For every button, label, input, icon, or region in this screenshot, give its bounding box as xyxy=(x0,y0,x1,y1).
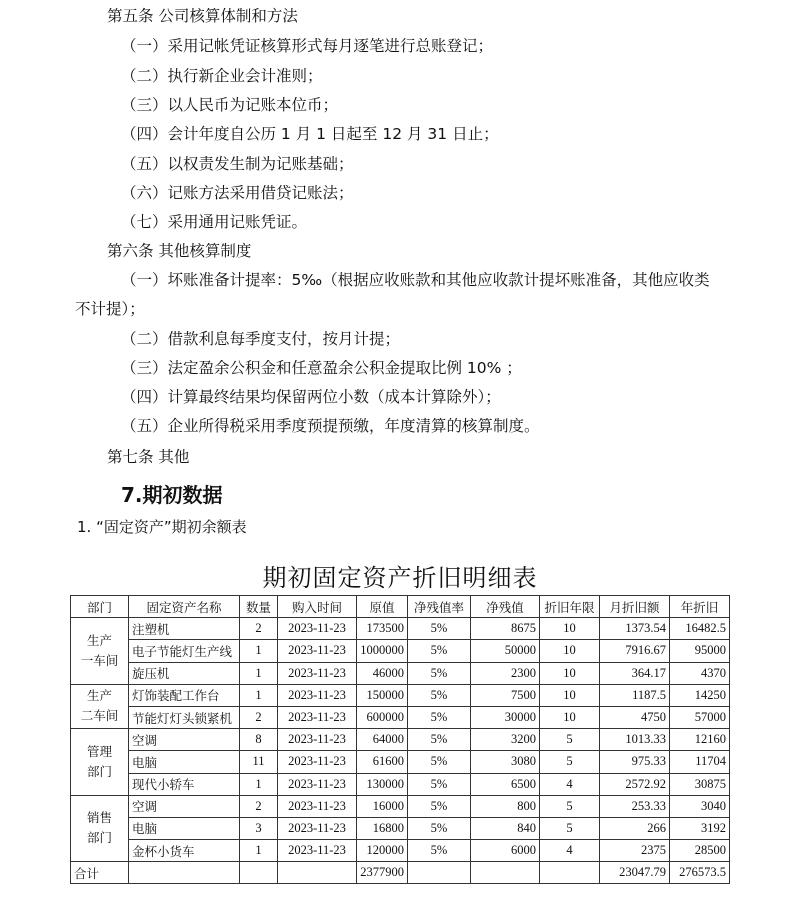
table-cell: 1 xyxy=(240,684,278,706)
table-cell: 2023-11-23 xyxy=(278,729,357,751)
dept-cell xyxy=(71,795,129,862)
table-cell: 5% xyxy=(408,817,471,839)
table-cell: 10 xyxy=(540,640,600,662)
table-row xyxy=(71,773,730,795)
table-cell: 2023-11-23 xyxy=(278,773,357,795)
table-cell: 8675 xyxy=(471,618,540,640)
article-6-heading: 第六条 其他核算制度 xyxy=(107,242,252,260)
table-cell: 金杯小货车 xyxy=(129,840,240,862)
table-cell: 5% xyxy=(408,729,471,751)
clause-5-1: （一）采用记帐凭证核算形式每月逐笔进行总账登记； xyxy=(121,37,494,55)
table-cell: 10 xyxy=(540,618,600,640)
table-cell: 2300 xyxy=(471,662,540,684)
table-cell: 14250 xyxy=(670,684,730,706)
table-cell: 800 xyxy=(471,795,540,817)
table-title: 期初固定资产折旧明细表 xyxy=(262,564,538,592)
table-cell: 1 xyxy=(240,662,278,684)
table-cell: 6000 xyxy=(471,840,540,862)
table-cell: 注塑机 xyxy=(129,618,240,640)
table-cell: 1373.54 xyxy=(600,618,670,640)
clause-5-7: （七）采用通用记账凭证。 xyxy=(121,213,308,231)
table-cell: 46000 xyxy=(357,662,408,684)
table-row xyxy=(71,662,730,684)
article-7-heading: 第七条 其他 xyxy=(107,448,190,466)
dept-label: 生产 xyxy=(86,689,112,704)
header-cell: 净残值 xyxy=(471,596,540,618)
header-cell: 固定资产名称 xyxy=(129,596,240,618)
header-cell: 部门 xyxy=(71,596,129,618)
table-cell: 2023-11-23 xyxy=(278,706,357,728)
table-cell: 灯饰装配工作台 xyxy=(129,684,240,706)
clause-6-1-cont: 不计提）； xyxy=(75,300,145,318)
dept-label: 销售 xyxy=(86,811,112,826)
table-cell: 16800 xyxy=(357,817,408,839)
dept-label: 部门 xyxy=(86,831,112,846)
table-row xyxy=(71,729,730,751)
header-cell: 月折旧额 xyxy=(600,596,670,618)
table-cell: 电子节能灯生产线 xyxy=(129,640,240,662)
clause-6-1: （一）坏账准备计提率：5‰（根据应收账款和其他应收款计提坏账准备，其他应收类 xyxy=(121,271,710,289)
table-cell: 3200 xyxy=(471,729,540,751)
table-cell: 5 xyxy=(540,729,600,751)
table-cell: 30875 xyxy=(670,773,730,795)
clause-5-2: （二）执行新企业会计准则； xyxy=(121,67,323,85)
total-original: 2377900 xyxy=(357,862,408,884)
table-cell: 5% xyxy=(408,640,471,662)
table-cell: 95000 xyxy=(670,640,730,662)
table-row xyxy=(71,640,730,662)
table-cell: 64000 xyxy=(357,729,408,751)
table-cell: 10 xyxy=(540,706,600,728)
table-row xyxy=(71,618,730,640)
header-cell: 净残值率 xyxy=(408,596,471,618)
table-row xyxy=(71,840,730,862)
clause-6-2: （二）借款利息每季度支付，按月计提； xyxy=(121,330,401,348)
clause-5-5: （五）以权责发生制为记账基础； xyxy=(121,155,354,173)
table-cell: 1013.33 xyxy=(600,729,670,751)
dept-label: 部门 xyxy=(86,764,112,779)
table-cell: 16000 xyxy=(357,795,408,817)
table-cell: 7916.67 xyxy=(600,640,670,662)
table-row xyxy=(71,817,730,839)
clause-6-5: （五）企业所得税采用季度预提预缴，年度清算的核算制度。 xyxy=(121,417,540,435)
table-cell: 5 xyxy=(540,817,600,839)
table-cell: 2 xyxy=(240,706,278,728)
table-cell: 节能灯灯头锁紧机 xyxy=(129,706,240,728)
header-row xyxy=(71,596,730,618)
table-cell: 6500 xyxy=(471,773,540,795)
table-cell: 10 xyxy=(540,684,600,706)
table-cell: 5 xyxy=(540,751,600,773)
dept-label: 生产 xyxy=(86,633,112,648)
table-cell: 空调 xyxy=(129,795,240,817)
table-cell: 4 xyxy=(540,773,600,795)
table-body xyxy=(71,618,730,862)
table-row xyxy=(71,684,730,706)
table-cell: 975.33 xyxy=(600,751,670,773)
table-row xyxy=(71,751,730,773)
table-cell: 840 xyxy=(471,817,540,839)
total-monthly: 23047.79 xyxy=(600,862,670,884)
table-cell: 2023-11-23 xyxy=(278,817,357,839)
table-cell: 5% xyxy=(408,662,471,684)
table-row xyxy=(71,795,730,817)
table-cell: 2 xyxy=(240,795,278,817)
section-heading: 7.期初数据 xyxy=(121,483,223,507)
table-cell: 10 xyxy=(540,662,600,684)
table-cell: 2375 xyxy=(600,840,670,862)
header-cell: 折旧年限 xyxy=(540,596,600,618)
table-cell: 266 xyxy=(600,817,670,839)
table-cell: 3080 xyxy=(471,751,540,773)
table-cell: 5% xyxy=(408,751,471,773)
table-cell: 1 xyxy=(240,640,278,662)
table-cell: 5% xyxy=(408,684,471,706)
table-cell: 2 xyxy=(240,618,278,640)
dept-label: 一车间 xyxy=(80,653,119,668)
total-annual: 276573.5 xyxy=(670,862,730,884)
clause-6-3: （三）法定盈余公积金和任意盈余公积金提取比例 10% ； xyxy=(121,359,522,377)
dept-cell xyxy=(71,684,129,728)
table-cell: 173500 xyxy=(357,618,408,640)
table-cell: 11 xyxy=(240,751,278,773)
table-cell: 11704 xyxy=(670,751,730,773)
header-cell: 年折旧 xyxy=(670,596,730,618)
table-cell: 5% xyxy=(408,795,471,817)
clause-5-6: （六）记账方法采用借贷记账法； xyxy=(121,184,354,202)
table-cell: 28500 xyxy=(670,840,730,862)
table-cell: 5% xyxy=(408,840,471,862)
table-cell: 150000 xyxy=(357,684,408,706)
table-cell: 1 xyxy=(240,773,278,795)
table-cell: 1000000 xyxy=(357,640,408,662)
table-cell: 2572.92 xyxy=(600,773,670,795)
table-cell: 4370 xyxy=(670,662,730,684)
table-cell: 1187.5 xyxy=(600,684,670,706)
table-cell: 2023-11-23 xyxy=(278,751,357,773)
table-cell: 2023-11-23 xyxy=(278,662,357,684)
table-cell: 空调 xyxy=(129,729,240,751)
table-cell: 1 xyxy=(240,840,278,862)
dept-label: 管理 xyxy=(86,744,112,759)
table-cell: 16482.5 xyxy=(670,618,730,640)
table-cell: 5% xyxy=(408,773,471,795)
table-cell: 旋压机 xyxy=(129,662,240,684)
header-cell: 数量 xyxy=(240,596,278,618)
table-cell: 现代小轿车 xyxy=(129,773,240,795)
table-cell: 120000 xyxy=(357,840,408,862)
table-row xyxy=(71,706,730,728)
total-row xyxy=(71,862,730,884)
table-cell: 3040 xyxy=(670,795,730,817)
dept-cell xyxy=(71,618,129,685)
dept-label: 二车间 xyxy=(80,709,119,724)
clause-6-4: （四）计算最终结果均保留两位小数（成本计算除外）； xyxy=(121,388,501,406)
dept-cell xyxy=(71,729,129,796)
header-cell: 原值 xyxy=(357,596,408,618)
table-cell: 3 xyxy=(240,817,278,839)
table-cell: 2023-11-23 xyxy=(278,795,357,817)
table-cell: 57000 xyxy=(670,706,730,728)
table-cell: 600000 xyxy=(357,706,408,728)
table-cell: 2023-11-23 xyxy=(278,684,357,706)
table-cell: 130000 xyxy=(357,773,408,795)
table-cell: 364.17 xyxy=(600,662,670,684)
table-cell: 50000 xyxy=(471,640,540,662)
table-cell: 3192 xyxy=(670,817,730,839)
subheading: 1. “固定资产”期初余额表 xyxy=(77,518,247,536)
table-cell: 电脑 xyxy=(129,817,240,839)
clause-5-3: （三）以人民币为记账本位币； xyxy=(121,96,339,114)
table-cell: 4 xyxy=(540,840,600,862)
table-cell: 5% xyxy=(408,618,471,640)
total-label: 合计 xyxy=(71,862,129,884)
table-cell: 2023-11-23 xyxy=(278,640,357,662)
table-cell: 电脑 xyxy=(129,751,240,773)
table-cell: 30000 xyxy=(471,706,540,728)
table-cell: 2023-11-23 xyxy=(278,618,357,640)
depreciation-table xyxy=(70,595,730,884)
table-cell: 5 xyxy=(540,795,600,817)
table-cell: 4750 xyxy=(600,706,670,728)
table-cell: 2023-11-23 xyxy=(278,840,357,862)
header-cell: 购入时间 xyxy=(278,596,357,618)
table-cell: 5% xyxy=(408,706,471,728)
table-cell: 8 xyxy=(240,729,278,751)
clause-5-4: （四）会计年度自公历 1 月 1 日起至 12 月 31 日止； xyxy=(121,125,499,143)
table-cell: 61600 xyxy=(357,751,408,773)
table-cell: 7500 xyxy=(471,684,540,706)
table-cell: 253.33 xyxy=(600,795,670,817)
table-cell: 12160 xyxy=(670,729,730,751)
article-5-heading: 第五条 公司核算体制和方法 xyxy=(107,7,298,25)
